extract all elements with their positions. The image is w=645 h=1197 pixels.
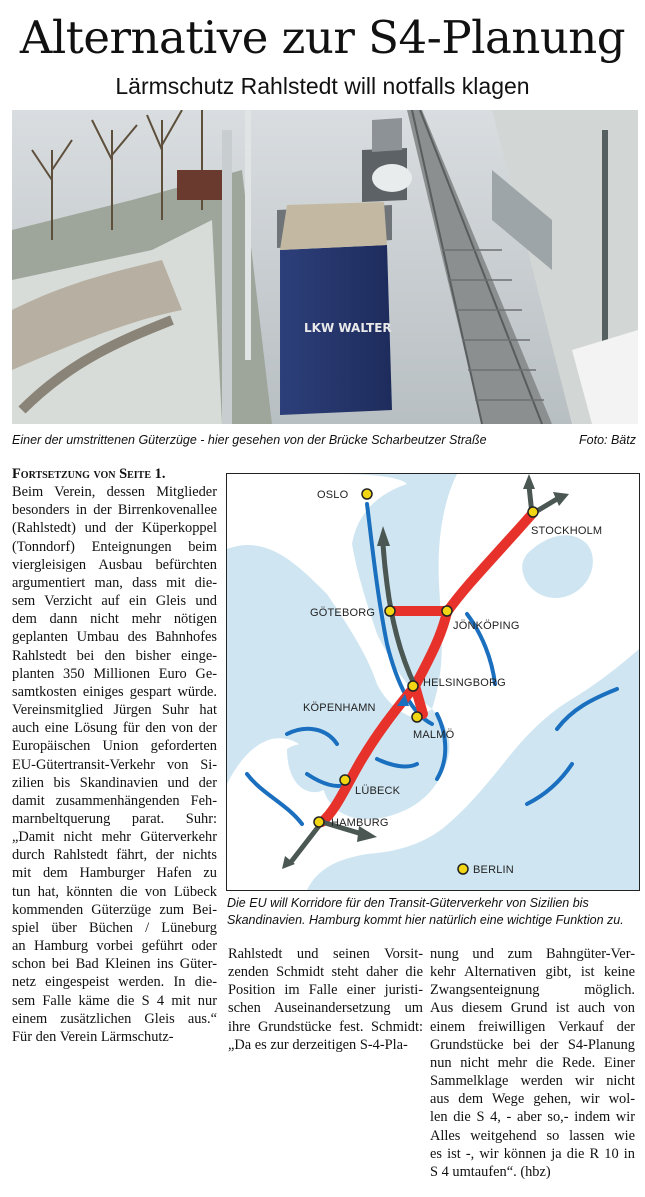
photo-credit: Foto: Bätz	[579, 433, 636, 447]
headline: Alternative zur S4-Planung	[19, 11, 626, 64]
text-line: sem Verzicht auf ein Gleis und	[12, 593, 217, 610]
text-line: spiel über Büchen / Lüneburg	[12, 919, 217, 936]
map-label-helsingborg: HELSINGBORG	[423, 677, 506, 689]
text-line: nun nicht mehr die Rede. Einer	[430, 1054, 635, 1071]
map-label-oslo: OSLO	[317, 489, 349, 501]
subheadline: Lärmschutz Rahlstedt will notfalls klagen	[115, 73, 530, 99]
article-column-1	[12, 465, 217, 1046]
text-line: marnbeltquerung parat. Suhr:	[12, 810, 217, 827]
text-line: mit dem Hamburger Hafen zu	[12, 865, 217, 882]
text-line: zenden Schmidt steht daher die	[228, 964, 423, 981]
text-line: nung und zum Bahngüter-Ver-	[430, 946, 635, 962]
truck-sign: LKW WALTER	[304, 321, 392, 335]
text-line: kommenden Güterzüge zum Bei-	[12, 901, 217, 918]
column-1-text	[12, 483, 217, 1046]
map-label-stockholm: STOCKHOLM	[531, 525, 603, 537]
map-caption: Die EU will Korridore für den Transit-Güterverkehr von Sizilien bis Skandinavien. Hamburg kommt hier natürlich eine wichtige Funktion zu.	[227, 896, 624, 927]
article-column-3	[430, 945, 635, 1181]
text-line: einem zusätzlichen Gleis aus.“	[12, 1010, 217, 1027]
continuation-lead: Fortsetzung von Seite 1.	[12, 466, 166, 482]
freight-train-photo	[12, 110, 638, 424]
text-line: S 4 umtaufen“. (hbz)	[430, 1163, 551, 1180]
map-label-hamburg: HAMBURG	[331, 817, 389, 829]
text-line: viergleisigen Ausbau befürchten	[12, 556, 217, 573]
map-label-kopenhamn: KÖPENHAMN	[303, 702, 376, 714]
text-line: „Damit nicht mehr Güterverkehr	[12, 829, 217, 846]
text-line: tun hat, könnten die von Lübeck	[12, 883, 217, 900]
text-line: Für den Verein Lärmschutz-	[12, 1028, 174, 1045]
map-label-goteborg: GÖTEBORG	[310, 607, 376, 619]
text-line: Sammelklage werden wir nicht	[430, 1073, 635, 1090]
article-column-2	[228, 945, 423, 1054]
map-label-malmo: MALMÖ	[413, 729, 455, 741]
text-line: netz eingespeist werden. In die-	[12, 974, 217, 991]
text-line: EU-Gütertransit-Verkehr von Si-	[12, 756, 217, 773]
text-line: besonders in der Birrenkovenallee	[12, 502, 217, 519]
text-line: ihre Grundstücke fest. Schmidt:	[228, 1018, 423, 1035]
text-line: sem Falle käme die S 4 mit nur	[12, 992, 217, 1009]
text-line: schon bei Bad Kleinen ins Güter-	[12, 956, 217, 973]
text-line: len die S 4, - aber so,- indem wir	[430, 1109, 635, 1126]
text-line: geplanten Umbau des Bahnhofes	[12, 629, 217, 646]
text-line: damit zusammenhängenden Feh-	[12, 792, 217, 809]
text-line: zilien bis Skandinavien und der	[12, 774, 217, 791]
text-line: an Hamburg vorbei geführt oder	[12, 938, 217, 955]
photo-caption	[12, 432, 638, 448]
map-label-jonkoping: JÖNKÖPING	[453, 620, 520, 632]
text-line: durch Rahlstedt fährt, der nichts	[12, 847, 217, 864]
text-line: kehr Alternativen gibt, ist keine	[430, 964, 635, 981]
text-line: Zwangsenteignung möglich.	[430, 982, 635, 999]
text-line: einem freiwilligen Verkauf der	[430, 1018, 635, 1035]
text-line: Position im Falle einer juristi-	[228, 982, 423, 999]
map-label-lubeck: LÜBECK	[355, 785, 401, 797]
map-label-berlin: BERLIN	[473, 864, 514, 876]
text-line: Grundstücke bei der S4-Planung	[430, 1036, 635, 1053]
text-line: schen Auseinandersetzung um	[228, 1000, 423, 1017]
photo-caption-text: Einer der umstrittenen Güterzüge - hier gesehen von der Brücke Scharbeutzer Straße	[12, 433, 487, 447]
text-line: es ist -, wir können ja die R 10 in	[430, 1145, 635, 1162]
text-line: (Rahlstedt) und der Küperkoppel	[12, 520, 217, 537]
transit-corridor-map	[226, 473, 640, 891]
text-line: Alles weitgehend so lassen wie	[430, 1127, 635, 1144]
text-line: samtkosten einiges gespart würde.	[12, 683, 217, 700]
text-line: Rahlstedt und seinen Vorsit-	[228, 946, 423, 962]
text-line: Rahlstedt bei den bisher einge-	[12, 647, 217, 664]
text-line: planten 350 Millionen Euro Ge-	[12, 665, 217, 682]
text-line: aus dem Wege gehen, wir wol-	[430, 1091, 635, 1108]
text-line: „Da es zur derzeitigen S-4-Pla-	[228, 1036, 408, 1053]
text-line: Europäischen Union geforderten	[12, 738, 217, 755]
text-line: Aus diesem Grund ist auch von	[430, 1000, 635, 1017]
text-line: dem dann nicht mehr nötigen	[12, 611, 217, 628]
text-line: auch eine Lösung für den von der	[12, 720, 217, 737]
text-line: Beim Verein, dessen Mitglieder	[12, 484, 217, 501]
text-line: argumentiert man, dass mit die-	[12, 574, 217, 591]
text-line: (Tonndorf) Enteignungen beim	[12, 538, 217, 555]
text-line: Vereinsmitglied Jürgen Suhr hat	[12, 702, 217, 719]
